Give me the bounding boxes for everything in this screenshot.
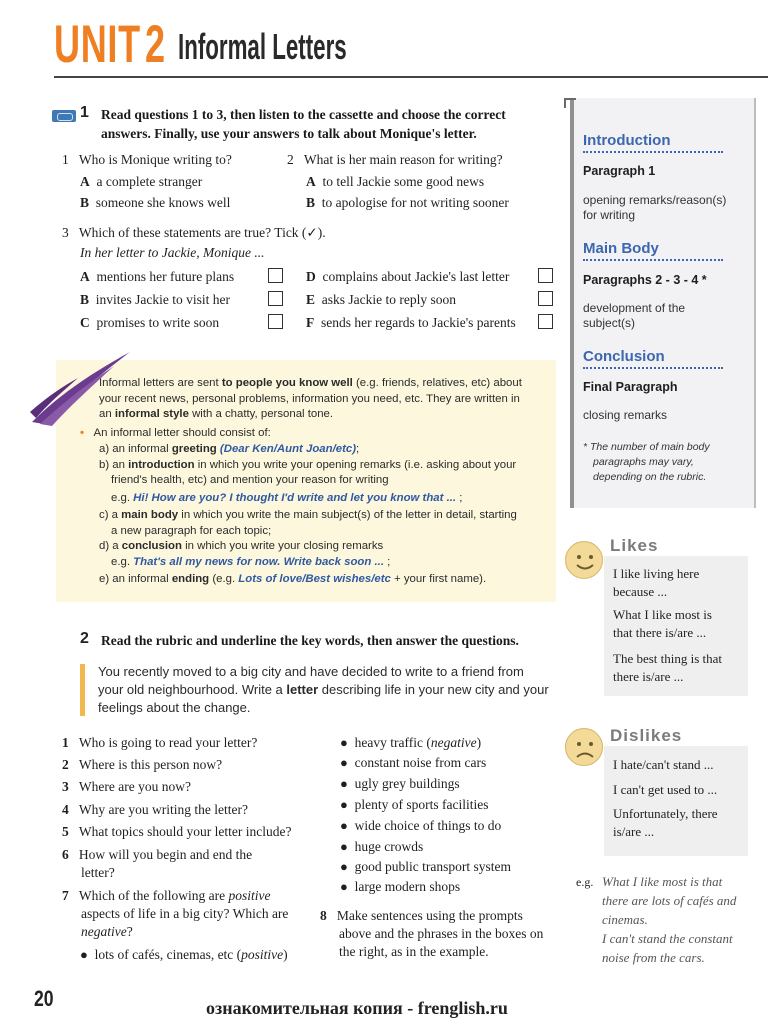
sidebar-corner [564, 98, 576, 108]
dislikes-phrase: I can't get used to ... [613, 782, 718, 797]
ex2-bullet-item: ● huge crowds [340, 839, 424, 854]
ex2-bullet-item: ● wide choice of things to do [340, 818, 502, 833]
dislikes-phrase: I hate/can't stand ... [613, 757, 714, 772]
ex2-question: 4 Why are you writing the letter? [62, 802, 248, 817]
sidebar-footnote: * The number of main body paragraphs may vary, depending on the rubric. [583, 441, 710, 483]
unit-label: UNIT [54, 15, 141, 74]
ex2-bullet-item: ● ugly grey buildings [340, 776, 460, 791]
ex2-question: 2 Where is this person now? [62, 757, 223, 772]
q3-option-f: F sends her regards to Jackie's parents [306, 315, 516, 330]
ex2-bullet-item: ● plenty of sports facilities [340, 797, 489, 812]
sidebar-conclusion-heading: Conclusion [583, 348, 665, 365]
ex2-question: 6 How will you begin and end the letter? [62, 847, 253, 880]
bullet-icon: ● [340, 859, 348, 874]
sidebar-divider [583, 259, 723, 261]
sidebar-conclusion-text: closing remarks [583, 408, 668, 422]
question-1-option-a[interactable]: A a complete stranger [80, 174, 203, 189]
dislikes-phrase: Unfortunately, there is/are ... [613, 806, 718, 839]
likes-heading: Likes [610, 536, 659, 555]
sidebar-intro-text: opening remarks/reason(s) for writing [583, 193, 727, 222]
likes-phrase: I like living here because ... [613, 566, 700, 599]
rubric-marker [80, 664, 85, 716]
bullet-icon: ● [340, 839, 348, 854]
q3-checkbox-d[interactable] [538, 268, 553, 283]
theory-list: a) an informal greeting (Dear Ken/Aunt Joan/etc); b) an introduction in which you write your opening remarks (i.e. asking about your friend's health, etc) and mention your reason for writing e.g. Hi! How are you? I thought I'd write and let you know that ... ; c) a main body in which you write the main subject(s) of the letter in detail, starting a new paragraph for each topic; d) a conclusion in which you write your closing remarks e.g. That's all my news for now. Write back soon ... ; e) an informal ending (e.g. Lots of love/Best wishes/etc + your first name). [99, 443, 517, 585]
bullet-icon: ● [340, 755, 348, 770]
ex2-bullet-item: ● heavy traffic (negative) [340, 735, 482, 750]
unit-number: 2 [145, 15, 166, 74]
rubric-text: You recently moved to a big city and have decided to write to a friend from your old neighbourhood. Write a letter describing life in your new city and your feelings about the change. [98, 664, 549, 715]
bullet-icon: ● [340, 735, 348, 750]
ex2-question: 3 Where are you now? [62, 779, 191, 794]
ex2-question-7: 7 Which of the following are positive aspects of life in a big city? Which are negative? [62, 888, 289, 939]
dislikes-heading: Dislikes [610, 726, 683, 745]
smiley-icon [565, 541, 603, 579]
ex2-bullet-item: ● lots of cafés, cinemas, etc (positive) [80, 947, 288, 962]
bullet-icon: ● [340, 818, 348, 833]
q3-checkbox-c[interactable] [268, 314, 283, 329]
ex2-question: 5 What topics should your letter include? [62, 824, 292, 839]
sad-face-icon [565, 728, 603, 766]
example-sentences: What I like most is that there are lots of cafés and cinemas. I can't stand the constant noise from the cars. [602, 874, 737, 965]
cassette-icon [52, 110, 76, 122]
q3-checkbox-e[interactable] [538, 291, 553, 306]
theory-paragraph: Informal letters are sent to people you know well (e.g. friends, relatives, etc) about your recent news, personal problems, information you need, etc. They are written in an informal style with a chatty, personal tone. [99, 377, 522, 420]
page-title: Informal Letters [178, 26, 347, 67]
header-rule [54, 76, 768, 78]
sidebar-final-paragraph: Final Paragraph [583, 380, 678, 394]
sidebar-main-body-heading: Main Body [583, 240, 659, 257]
sidebar-divider [583, 151, 723, 153]
sidebar-intro-paragraph: Paragraph 1 [583, 164, 656, 178]
exercise-2-instruction: Read the rubric and underline the key words, then answer the questions. [101, 633, 519, 648]
page-number: 20 [34, 986, 54, 1011]
bullet-icon: ● [80, 947, 88, 962]
bullet-icon: ● [340, 776, 348, 791]
question-3-intro: In her letter to Jackie, Monique ... [80, 245, 265, 260]
sidebar-divider [583, 367, 723, 369]
ex2-bullet-item: ● large modern shops [340, 879, 461, 894]
q3-checkbox-a[interactable] [268, 268, 283, 283]
q3-checkbox-b[interactable] [268, 291, 283, 306]
likes-phrase: The best thing is that there is/are ... [613, 651, 723, 684]
theory-bullet: • An informal letter should consist of: [80, 427, 271, 439]
bullet-icon: ● [340, 797, 348, 812]
q3-option-c: C promises to write soon [80, 315, 220, 330]
q3-checkbox-f[interactable] [538, 314, 553, 329]
ex2-question-8: 8 Make sentences using the prompts above and the phrases in the boxes on the right, as in the example. [320, 908, 544, 959]
bullet-icon: ● [340, 879, 348, 894]
question-1: 1 Who is Monique writing to? [62, 152, 232, 167]
sidebar-body-paragraphs: Paragraphs 2 - 3 - 4 * [583, 273, 707, 287]
watermark-footer: ознакомительная копия - frenglish.ru [206, 998, 508, 1018]
ex2-bullet-item: ● constant noise from cars [340, 755, 487, 770]
question-2: 2 What is her main reason for writing? [287, 152, 503, 167]
question-2-option-b[interactable]: B to apologise for not writing sooner [306, 195, 509, 210]
ex2-bullet-item: ● good public transport system [340, 859, 511, 874]
ex2-question: 1 Who is going to read your letter? [62, 735, 258, 750]
q3-option-a: A mentions her future plans [80, 269, 235, 284]
example-label: e.g. [576, 875, 594, 889]
exercise-2-number: 2 [80, 630, 89, 647]
question-3: 3 Which of these statements are true? Tick (✓). [62, 225, 326, 240]
sidebar-body-text: development of the subject(s) [583, 301, 686, 330]
q3-option-b: B invites Jackie to visit her [80, 292, 230, 307]
sidebar-introduction-heading: Introduction [583, 132, 671, 149]
question-1-option-b[interactable]: B someone she knows well [80, 195, 231, 210]
question-2-option-a[interactable]: A to tell Jackie some good news [306, 174, 485, 189]
likes-phrase: What I like most is that there is/are ... [613, 607, 712, 640]
q3-option-e: E asks Jackie to reply soon [306, 292, 456, 307]
q3-option-d: D complains about Jackie's last letter [306, 269, 510, 284]
exercise-1-instruction: Read questions 1 to 3, then listen to the cassette and choose the correct answers. Finally, use your answers to talk about Monique's letter. [101, 107, 506, 141]
bullet-icon: • [80, 427, 84, 439]
exercise-1-number: 1 [80, 104, 89, 121]
